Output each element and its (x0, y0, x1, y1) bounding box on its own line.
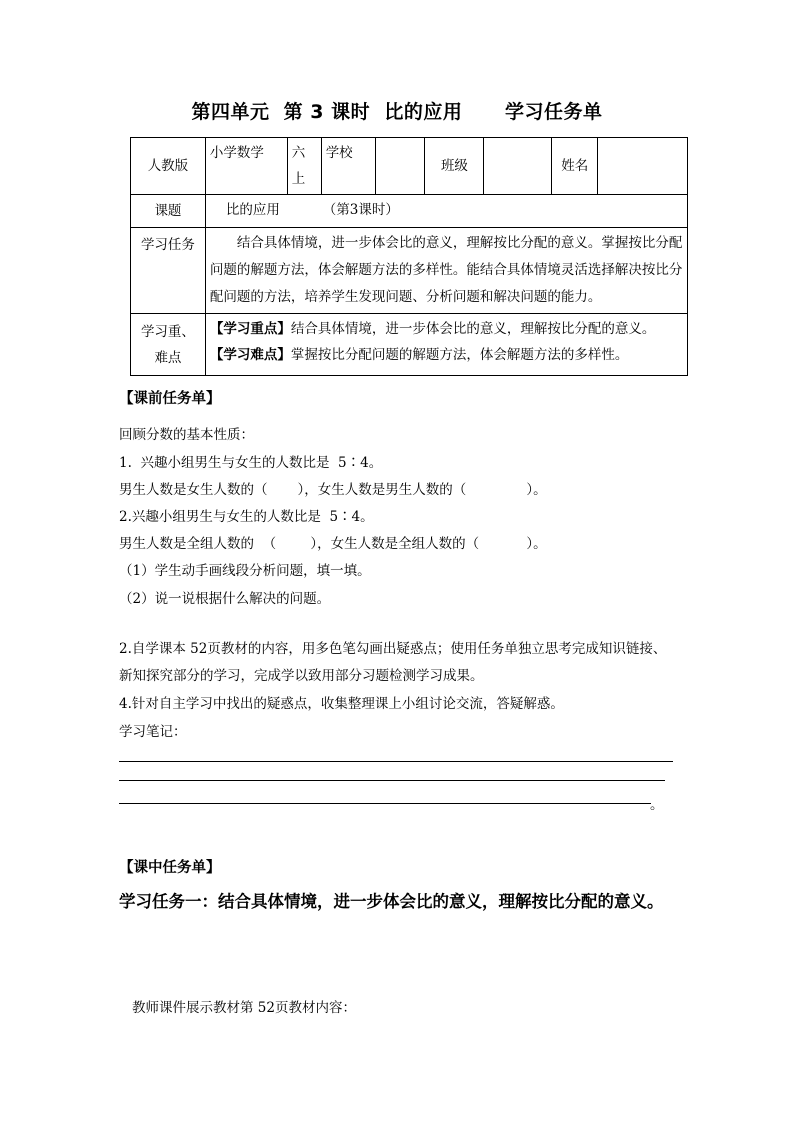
pre-class-line: 2.兴趣小组男生与女生的人数比是 5∶4。 (119, 509, 374, 525)
notes-line[interactable] (119, 803, 651, 804)
school-label: 学校 (321, 138, 375, 195)
key-point-text: 结合具体情境，进一步体会比的意义，理解按比分配的意义。 (290, 321, 656, 337)
publisher-cell: 人教版 (131, 138, 206, 195)
grade-cell: 六上 (287, 138, 321, 195)
notes-label: 学习笔记： (119, 724, 187, 740)
pre-class-line: （2）说一说根据什么解决的问题。 (119, 591, 331, 607)
in-class-heading: 【课中任务单】 (119, 859, 221, 876)
page-title: 第四单元 第 3 课时 比的应用 学习任务单 (191, 101, 603, 123)
key-label-line1: 学习重、 (140, 323, 195, 340)
info-table (130, 137, 688, 376)
pre-class-line: 2.自学课本 52页教材的内容，用多色笔勾画出疑惑点；使用任务单独立思考完成知识链接、 (119, 641, 667, 657)
notes-line[interactable] (119, 780, 665, 781)
task-one: 学习任务一：结合具体情境，进一步体会比的意义，理解按比分配的意义。 (119, 892, 664, 911)
class-field[interactable] (484, 138, 552, 195)
topic-label: 课题 (131, 195, 206, 228)
subject-cell: 小学数学 (205, 138, 287, 195)
key-points-cell (205, 314, 687, 376)
pre-class-line: 4.针对自主学习中找出的疑惑点，收集整理课上小组讨论交流，答疑解惑。 (119, 696, 564, 712)
class-label: 班级 (425, 138, 484, 195)
pre-class-line: 1. 兴趣小组男生与女生的人数比是 5∶4。 (119, 455, 383, 471)
key-label-line2: 难点 (154, 349, 182, 366)
pre-class-line: 新知探究部分的学习，完成学以致用部分习题检测学习成果。 (119, 668, 484, 684)
difficulty-text: 掌握按比分配问题的解题方法，体会解题方法的多样性。 (290, 347, 629, 363)
school-field[interactable] (375, 138, 425, 195)
notes-line[interactable] (119, 761, 673, 762)
topic-value: 比的应用 （第3课时） (205, 195, 687, 228)
key-points-label (131, 314, 206, 376)
notes-end-mark: 。 (650, 797, 664, 813)
pre-class-heading: 【课前任务单】 (119, 390, 221, 407)
teacher-note: 教师课件展示教材第 52页教材内容： (132, 1000, 356, 1016)
pre-class-line: （1）学生动手画线段分析问题，填一填。 (119, 563, 371, 579)
pre-class-line: 男生人数是全组人数的 （ ），女生人数是全组人数的（ ）。 (119, 536, 547, 552)
difficulty-heading: 【学习难点】 (209, 347, 291, 363)
name-label: 姓名 (552, 138, 598, 195)
name-field[interactable] (598, 138, 688, 195)
pre-class-line: 男生人数是女生人数的（ ），女生人数是男生人数的（ ）。 (119, 482, 547, 498)
key-point-heading: 【学习重点】 (209, 321, 291, 337)
task-text: 结合具体情境，进一步体会比的意义，理解按比分配的意义。掌握按比分配问题的解题方法，体会解题方法的多样性。能结合具体情境灵活选择解决按比分配问题的方法，培养学生发现问题、分析问题和解决问题的能力。 (205, 228, 687, 314)
task-label: 学习任务 (131, 228, 206, 314)
pre-class-line: 回顾分数的基本性质： (119, 427, 254, 443)
